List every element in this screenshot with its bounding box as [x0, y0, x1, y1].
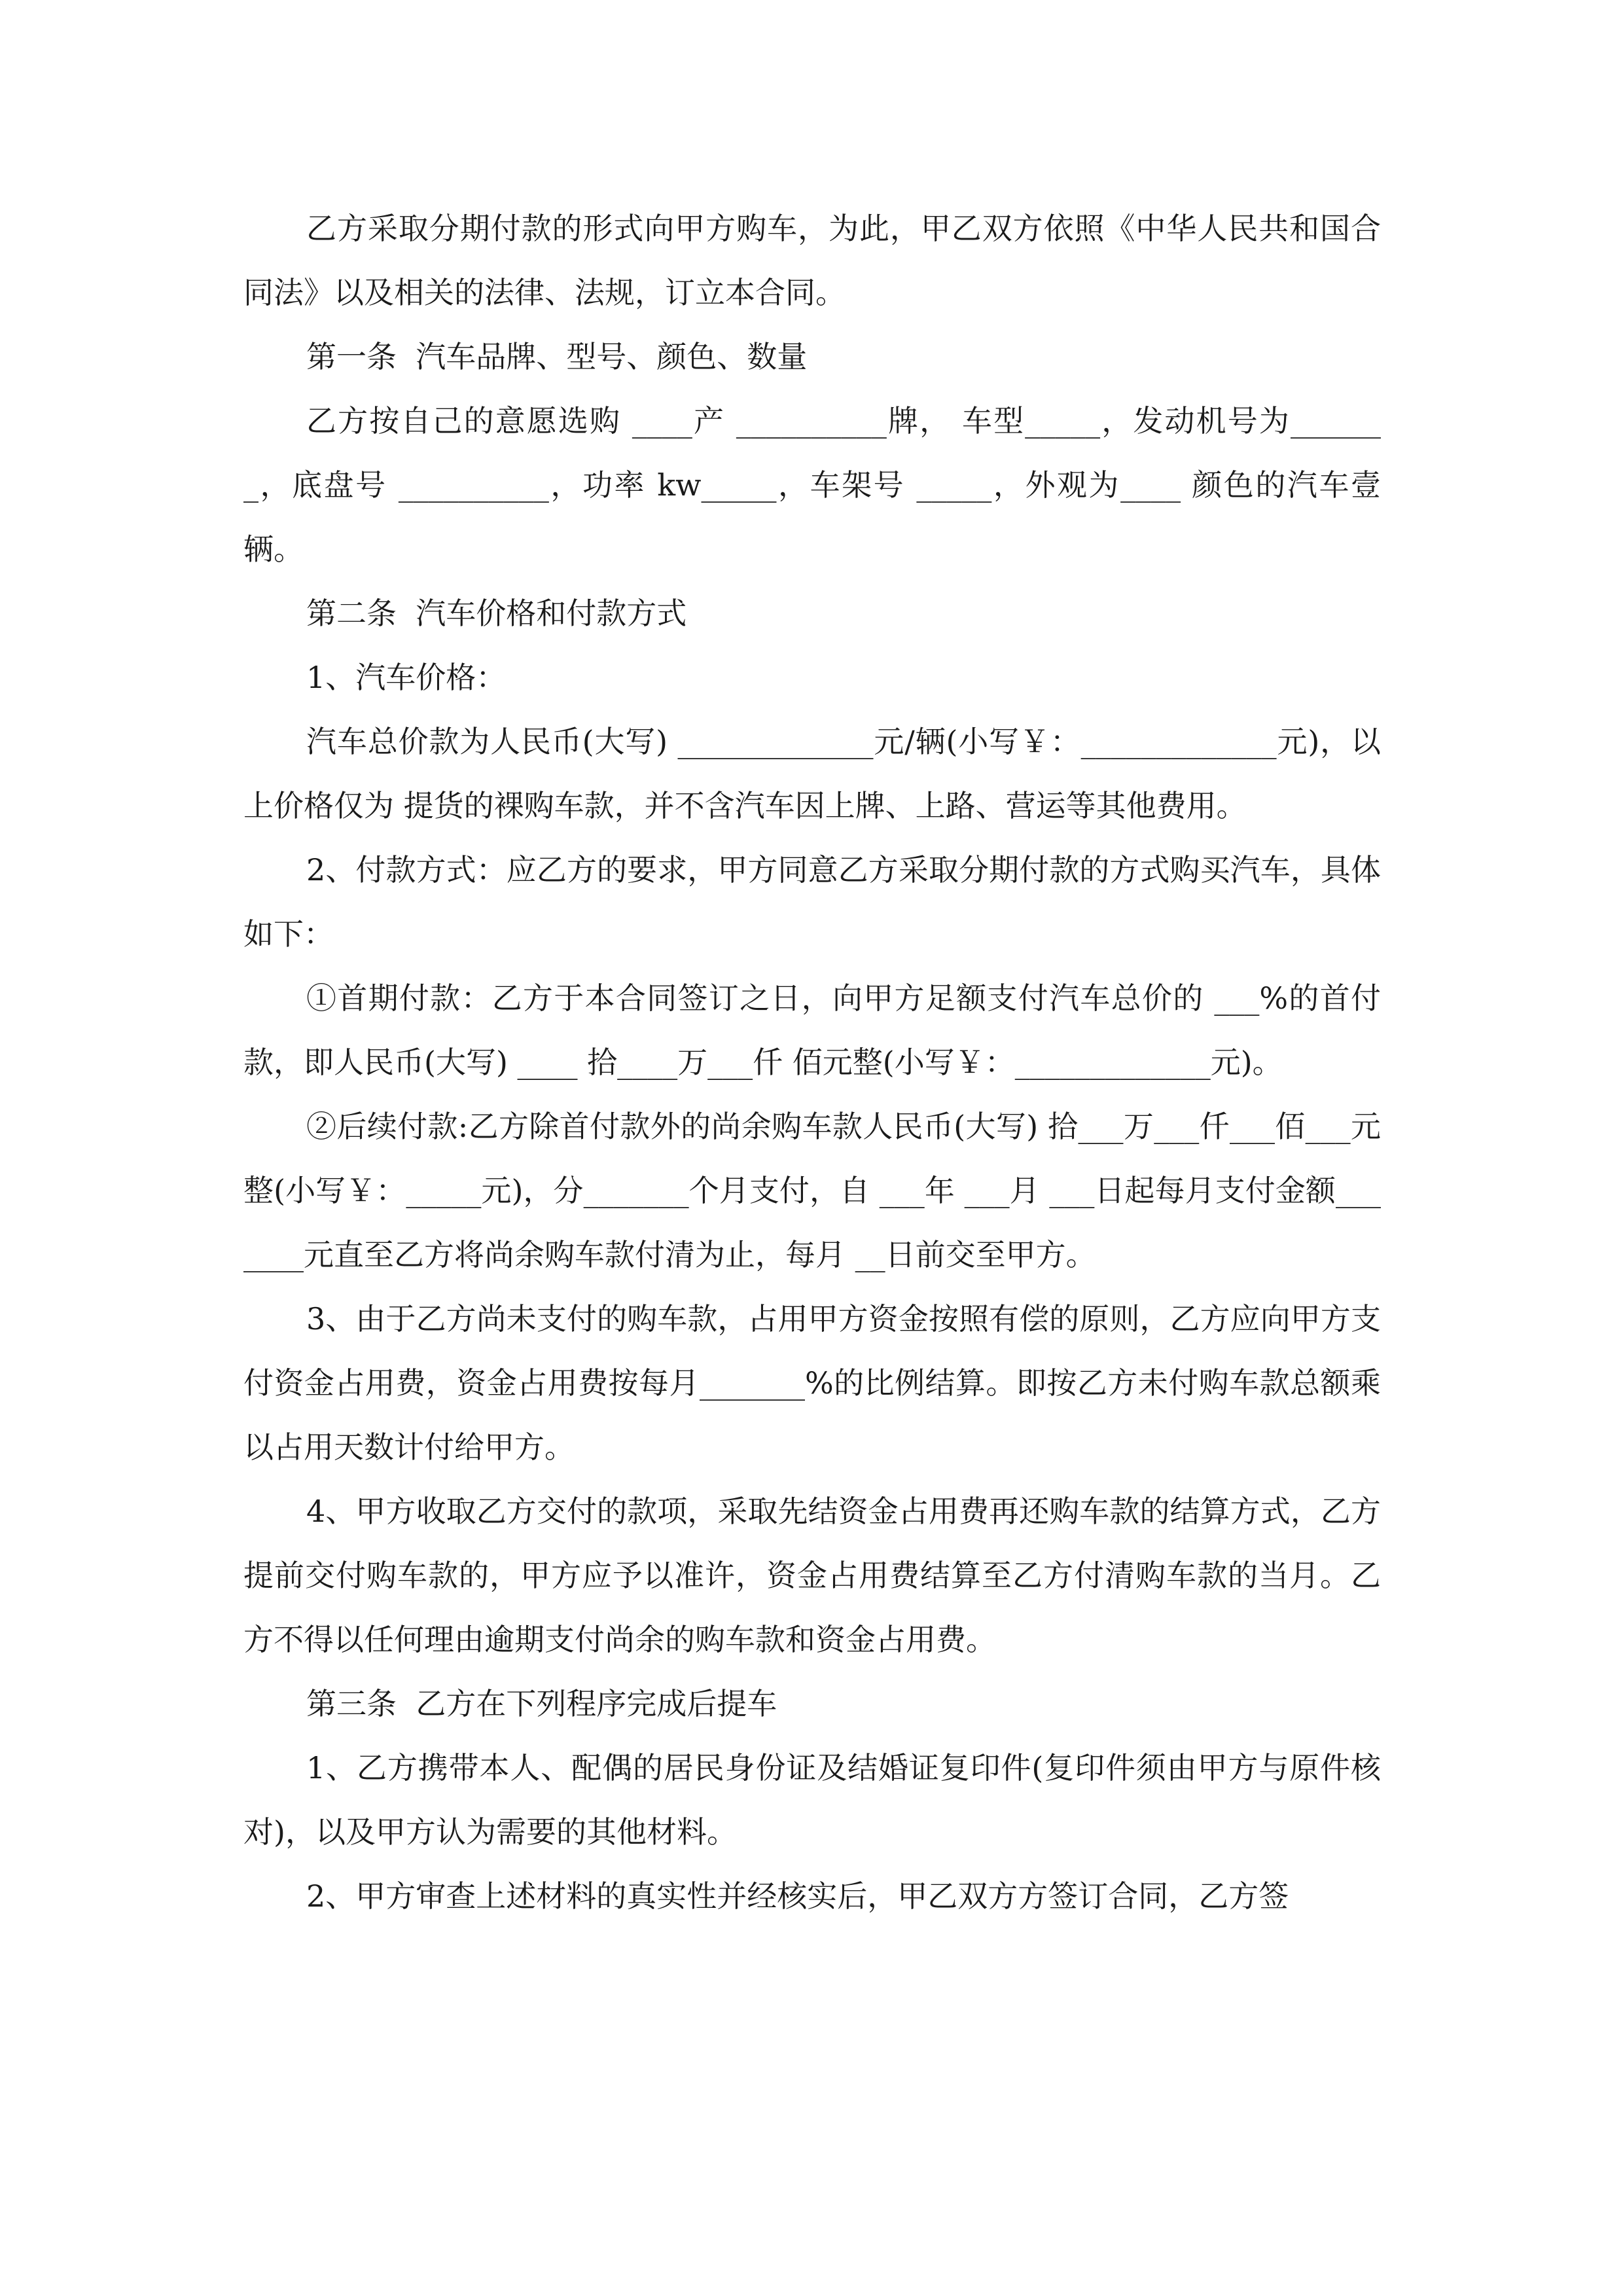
article-1-heading: 第一条 汽车品牌、型号、颜色、数量 [306, 339, 808, 374]
paragraph-vehicle-details: 乙方按自己的意愿选购 ____产 __________牌， 车型_____，发动机号为_______，底盘号 __________，功率 kw_____，车架号 _____，外观为____ 颜色的汽车壹辆。 [243, 403, 1381, 567]
paragraph-installments: ②后续付款:乙方除首付款外的尚余购车款人民币(大写) 拾___万___仟___佰___元整(小写￥：_____元)，分_______个月支付，自 ___年 ___月 ___日起每月支付金额_______元直至乙方将尚余购车款付清为止，每月 __日前交至甲方。 [243, 1109, 1381, 1272]
article-3-heading: 第三条 乙方在下列程序完成后提车 [306, 1686, 777, 1721]
clause-review-sign: 2、甲方审查上述材料的真实性并经核实后，甲乙双方方签订合同，乙方签 [306, 1878, 1289, 1914]
paragraph-down-payment: ①首期付款：乙方于本合同签订之日，向甲方足额支付汽车总价的 ___%的首付款，即人民币(大写) ____ 拾____万___仟 佰元整(小写￥：_____________元)。 [243, 980, 1381, 1080]
paragraph-total-price: 汽车总价款为人民币(大写) _____________元/辆(小写￥：_____________元)，以上价格仅为 提货的裸购车款，并不含汽车因上牌、上路、营运等其他费用。 [243, 724, 1381, 823]
paragraph-preamble: 乙方采取分期付款的形式向甲方购车，为此，甲乙双方依照《中华人民共和国合同法》以及相关的法律、法规，订立本合同。 [243, 211, 1381, 310]
article-2-heading: 第二条 汽车价格和付款方式 [306, 596, 687, 631]
clause-price-heading: 1、汽车价格： [306, 660, 507, 695]
clause-documents: 1、乙方携带本人、配偶的居民身份证及结婚证复印件(复印件须由甲方与原件核对)，以及甲方认为需要的其他材料。 [243, 1750, 1381, 1850]
clause-capital-fee: 3、由于乙方尚未支付的购车款，占用甲方资金按照有偿的原则，乙方应向甲方支付资金占用费，资金占用费按每月_______%的比例结算。即按乙方未付购车款总额乘以占用天数计付给甲方。 [243, 1301, 1381, 1465]
contract-body [243, 196, 1381, 1928]
clause-payment-method: 2、付款方式：应乙方的要求，甲方同意乙方采取分期付款的方式购买汽车，具体如下： [243, 852, 1381, 952]
clause-settlement: 4、甲方收取乙方交付的款项，采取先结资金占用费再还购车款的结算方式，乙方提前交付购车款的，甲方应予以准许，资金占用费结算至乙方付清购车款的当月。乙方不得以任何理由逾期支付尚余的购车款和资金占用费。 [243, 1494, 1381, 1657]
